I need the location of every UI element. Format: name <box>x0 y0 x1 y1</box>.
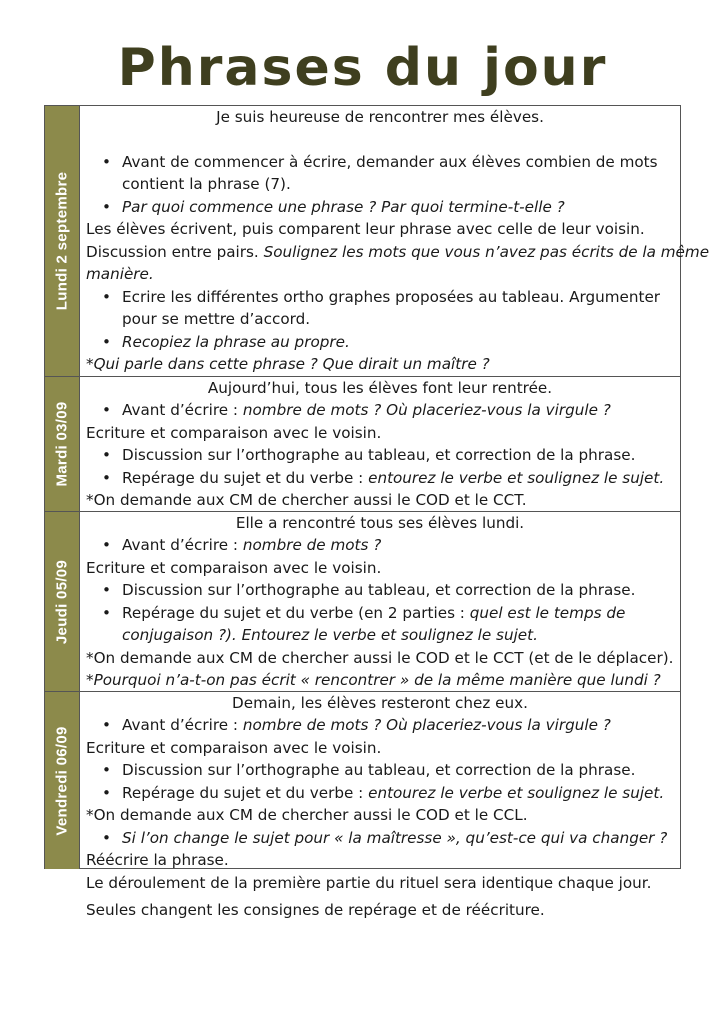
day-label: Jeudi 05/09 <box>53 559 71 644</box>
list-item-continuation: pour se mettre d’accord. <box>122 310 311 328</box>
list-item-text: Si l’on change le sujet pour « la maîtresse », qu’est-ce qui va changer ? <box>122 829 668 847</box>
text-line: Les élèves écrivent, puis comparent leur phrase avec celle de leur voisin. <box>86 220 645 238</box>
list-item-text: Par quoi commence une phrase ? Par quoi termine-t-elle ? <box>122 198 565 216</box>
list-item-text: Discussion sur l’orthographe au tableau, et correction de la phrase. <box>122 761 636 779</box>
instruction-text: nombre de mots ? Où placeriez-vous la virgule ? <box>242 401 611 419</box>
text-segment: Repérage du sujet et du verbe : <box>122 784 364 802</box>
text-segment: Avant d’écrire : <box>122 716 239 734</box>
list-item-text: Discussion sur l’orthographe au tableau, et correction de la phrase. <box>122 446 636 464</box>
text-line <box>86 241 710 263</box>
sentence-of-day: Elle a rencontré tous ses élèves lundi. <box>235 514 525 532</box>
text-segment: Discussion entre pairs. <box>86 243 259 261</box>
day-label: Vendredi 06/09 <box>53 725 71 836</box>
day-label: Lundi 2 septembre <box>53 171 71 311</box>
text-line: Réécrire la phrase. <box>86 851 229 869</box>
day-row-mardi <box>45 376 680 511</box>
text-line: manière. <box>86 265 154 283</box>
text-segment: Repérage du sujet et du verbe : <box>122 469 364 487</box>
day-label-cell <box>45 106 79 376</box>
list-item-text: Avant de commencer à écrire, demander aux élèves combien de mots <box>122 153 658 171</box>
text-line: *Pourquoi n’a-t-on pas écrit « rencontrer » de la même manière que lundi ? <box>86 671 661 689</box>
list-item-text: Recopiez la phrase au propre. <box>122 333 350 351</box>
text-segment: Avant d’écrire : <box>122 401 239 419</box>
text-line: *On demande aux CM de chercher aussi le COD et le CCT. <box>86 491 527 509</box>
page-title: Phrases du jour <box>117 38 608 98</box>
list-item-text <box>122 782 664 804</box>
list-item-text <box>122 714 611 736</box>
instruction-text: nombre de mots ? Où placeriez-vous la virgule ? <box>242 716 611 734</box>
day-label: Mardi 03/09 <box>53 401 71 487</box>
footer-note: Le déroulement de la première partie du rituel sera identique chaque jour. <box>86 874 652 892</box>
list-item-continuation: contient la phrase (7). <box>122 175 291 193</box>
list-item-continuation <box>122 624 676 646</box>
instruction-text: entourez le verbe et soulignez le sujet. <box>368 784 665 802</box>
day-content <box>79 377 680 511</box>
sentence-of-day: Je suis heureuse de rencontrer mes élèves. <box>216 108 544 126</box>
sentence-of-day: Demain, les élèves resteront chez eux. <box>232 694 528 712</box>
instruction-text: conjugaison ? <box>122 626 226 644</box>
day-row-lundi <box>45 106 710 376</box>
text-line: *On demande aux CM de chercher aussi le COD et le CCL. <box>86 806 528 824</box>
day-label-cell <box>45 377 79 511</box>
list-item-text: Discussion sur l’orthographe au tableau, et correction de la phrase. <box>122 581 636 599</box>
instruction-text: nombre de mots ? <box>242 536 382 554</box>
day-label-cell <box>45 512 79 691</box>
text-line: Ecriture et comparaison avec le voisin. <box>86 739 382 757</box>
footer-note: Seules changent les consignes de repérage et de réécriture. <box>86 901 545 919</box>
text-line: *Qui parle dans cette phrase ? Que dirait un maître ? <box>86 355 490 373</box>
text-line: Ecriture et comparaison avec le voisin. <box>86 559 382 577</box>
day-row-jeudi <box>45 511 680 691</box>
list-item-text <box>122 399 611 421</box>
instruction-text: quel est le temps de <box>469 604 626 622</box>
list-item-text <box>122 534 381 556</box>
day-content <box>79 512 680 691</box>
instruction-text: entourez le verbe et soulignez le sujet. <box>368 469 665 487</box>
text-segment: Repérage du sujet et du verbe (en 2 parties : <box>122 604 465 622</box>
sentence-of-day: Aujourd’hui, tous les élèves font leur rentrée. <box>207 379 553 397</box>
text-line: *On demande aux CM de chercher aussi le COD et le CCT (et de le déplacer). <box>86 649 674 667</box>
day-label-cell <box>45 692 79 869</box>
day-row-vendredi <box>45 691 680 869</box>
instruction-text: ). Entourez le verbe et soulignez le sujet. <box>226 626 538 644</box>
day-content <box>79 692 680 869</box>
text-segment: Avant d’écrire : <box>122 536 239 554</box>
text-line: Ecriture et comparaison avec le voisin. <box>86 424 382 442</box>
list-item-text <box>122 602 625 624</box>
instruction-text: Soulignez les mots que vous n’avez pas écrits de la même <box>263 243 710 261</box>
schedule-table <box>44 105 710 869</box>
list-item-text <box>122 467 664 489</box>
day-content <box>79 106 710 376</box>
list-item-text: Ecrire les différentes ortho graphes proposées au tableau. Argumenter <box>122 288 661 306</box>
